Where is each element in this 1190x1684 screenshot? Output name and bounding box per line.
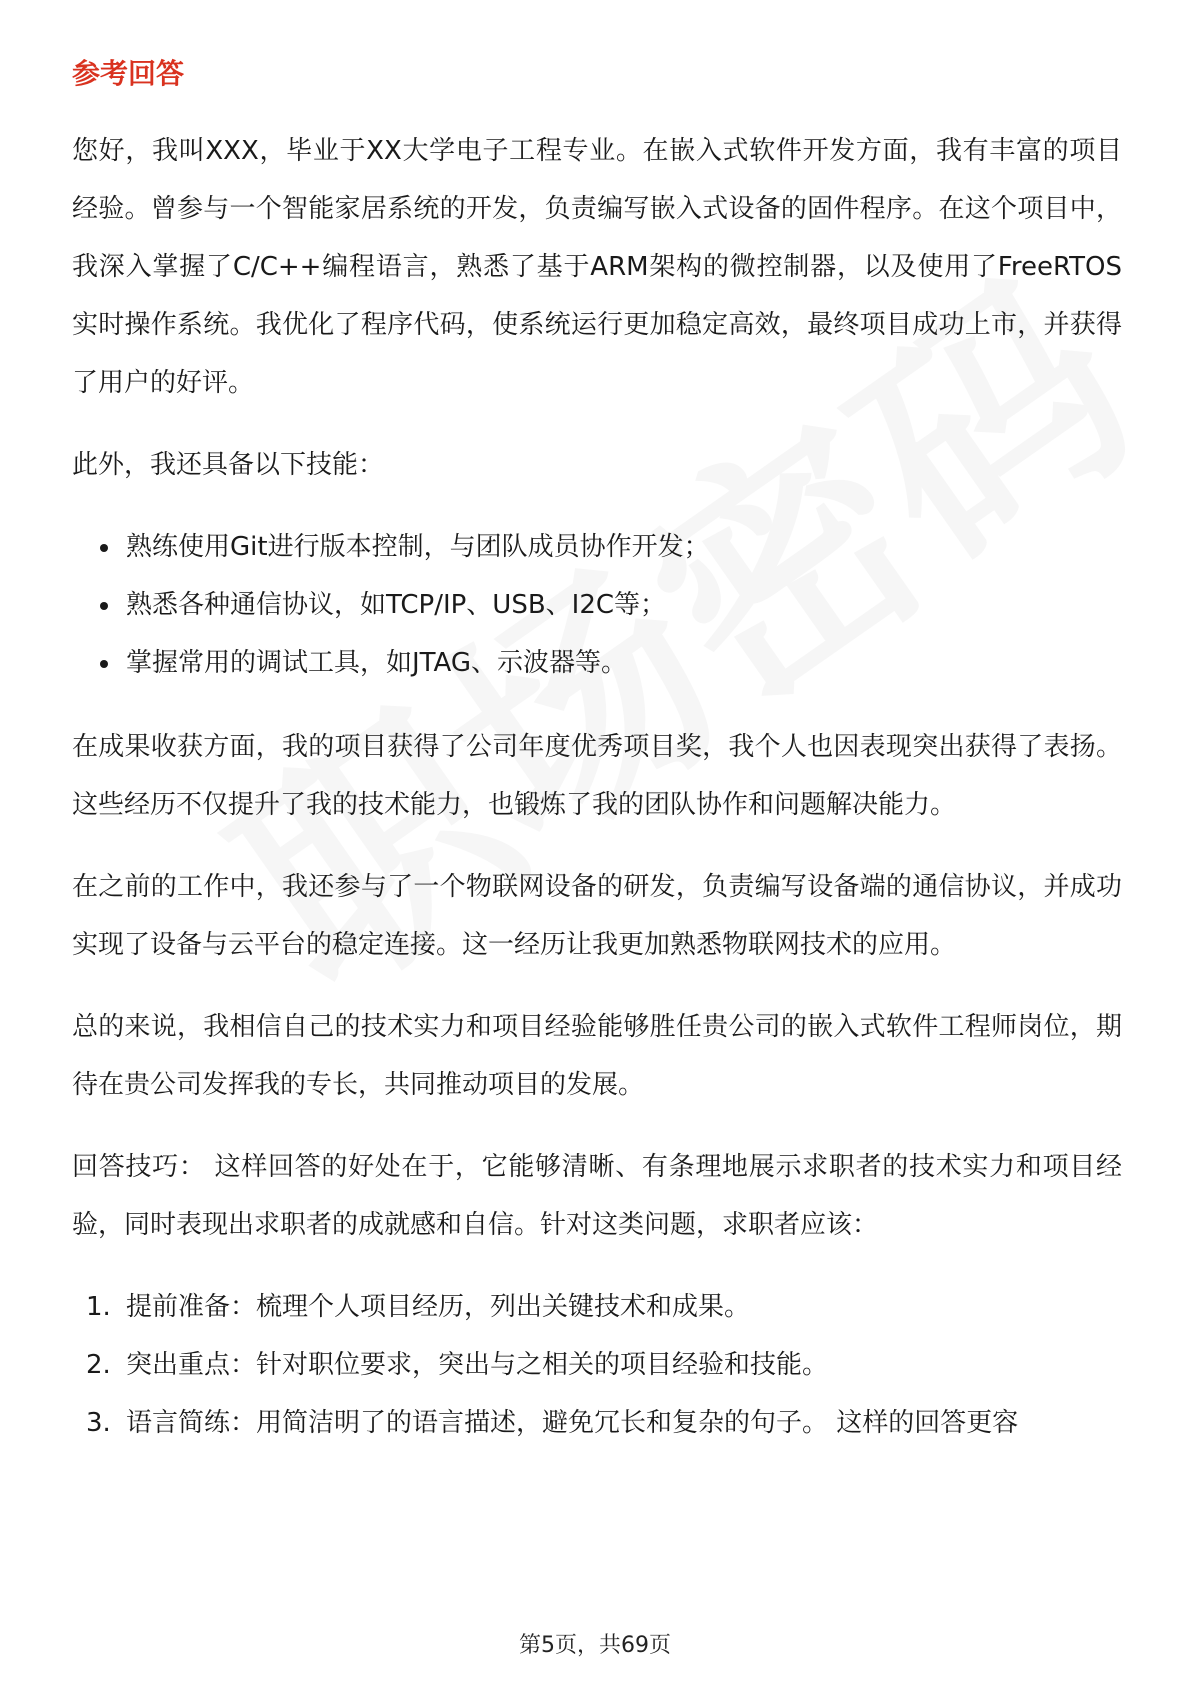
list-item: 掌握常用的调试工具，如JTAG、示波器等。 <box>72 634 1122 692</box>
summary-paragraph: 总的来说，我相信自己的技术实力和项目经验能够胜任贵公司的嵌入式软件工程师岗位，期待在贵公司发挥我的专长，共同推动项目的发展。 <box>72 1012 1122 1100</box>
list-item: 3. 语言简练：用简洁明了的语言描述，避免冗长和复杂的句子。 这样的回答更容 <box>86 1408 1019 1438</box>
iot-paragraph: 在之前的工作中，我还参与了一个物联网设备的研发，负责编写设备端的通信协议，并成功实现了设备与云平台的稳定连接。这一经历让我更加熟悉物联网技术的应用。 <box>72 872 1122 960</box>
skills-intro-paragraph: 此外，我还具备以下技能： <box>72 450 385 480</box>
document-page <box>72 40 1122 1452</box>
page-number: 第5页，共69页 <box>519 1633 671 1658</box>
tips-paragraph: 回答技巧： 这样回答的好处在于，它能够清晰、有条理地展示求职者的技术实力和项目经验，同时表现出求职者的成就感和自信。针对这类问题，求职者应该： <box>72 1152 1122 1240</box>
bullet-icon <box>100 602 108 610</box>
bullet-icon <box>100 660 108 668</box>
achievement-paragraph: 在成果收获方面，我的项目获得了公司年度优秀项目奖，我个人也因表现突出获得了表扬。这些经历不仅提升了我的技术能力，也锻炼了我的团队协作和问题解决能力。 <box>72 732 1122 820</box>
list-item: 熟悉各种通信协议，如TCP/IP、USB、I2C等； <box>72 576 1122 634</box>
list-item: 熟练使用Git进行版本控制，与团队成员协作开发； <box>72 518 1122 576</box>
list-item: 2. 突出重点：针对职位要求，突出与之相关的项目经验和技能。 <box>86 1350 829 1380</box>
bullet-icon <box>100 544 108 552</box>
tips-list <box>72 1278 1122 1452</box>
list-item: 1. 提前准备：梳理个人项目经历，列出关键技术和成果。 <box>86 1292 751 1322</box>
intro-paragraph: 您好，我叫XXX，毕业于XX大学电子工程专业。在嵌入式软件开发方面，我有丰富的项目经验。曾参与一个智能家居系统的开发，负责编写嵌入式设备的固件程序。在这个项目中，我深入掌握了C/C++编程语言，熟悉了基于ARM架构的微控制器，以及使用了FreeRTOS实时操作系统。我优化了程序代码，使系统运行更加稳定高效，最终项目成功上市，并获得了用户的好评。 <box>72 136 1122 398</box>
skills-list <box>72 518 1122 692</box>
section-heading: 参考回答 <box>72 57 185 90</box>
